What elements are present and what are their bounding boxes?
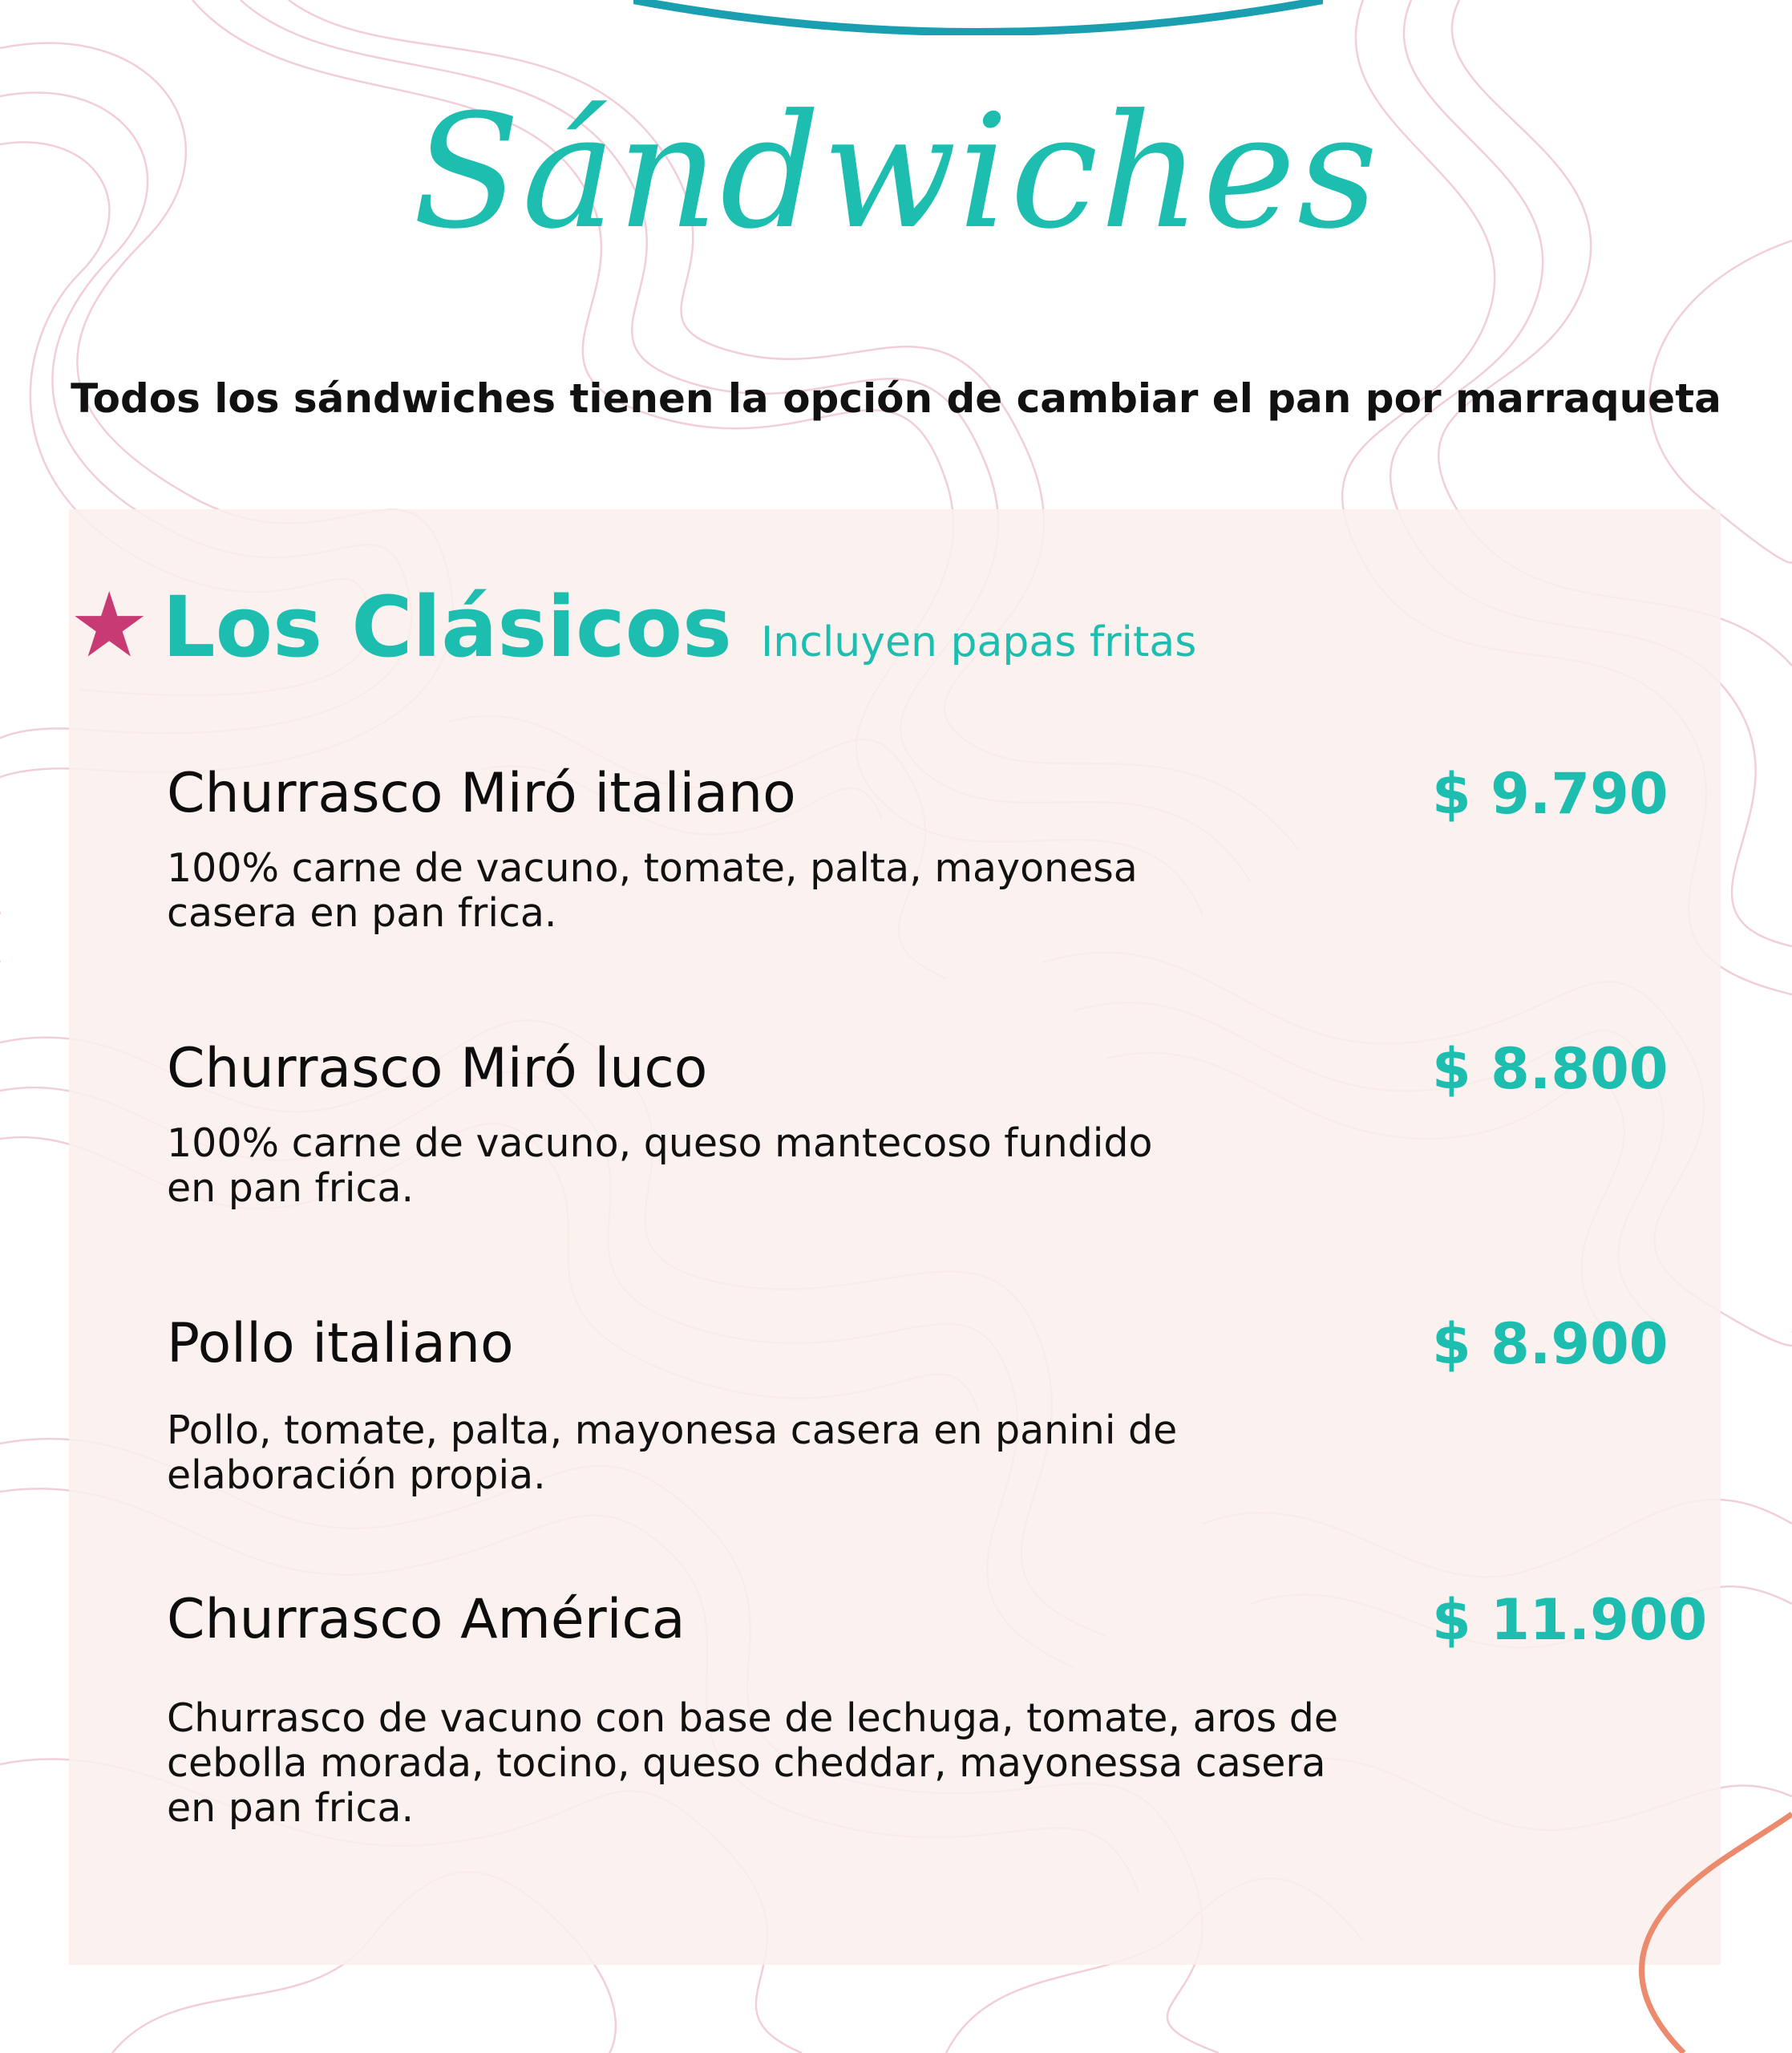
item-name: Churrasco América bbox=[167, 1588, 686, 1651]
item-description: Churrasco de vacuno con base de lechuga, tomate, aros de cebolla morada, tocino, queso cheddar, mayonessa casera en pan frica. bbox=[167, 1695, 1339, 1831]
star-icon: ★ bbox=[69, 573, 150, 678]
item-price: $ 8.900 bbox=[1432, 1311, 1669, 1377]
decorative-curve bbox=[1604, 1796, 1792, 2053]
item-description: Pollo, tomate, palta, mayonesa casera en panini de elaboración propia. bbox=[167, 1407, 1178, 1498]
item-price: $ 8.800 bbox=[1432, 1036, 1669, 1102]
item-description: 100% carne de vacuno, tomate, palta, mayonesa casera en pan frica. bbox=[167, 845, 1138, 936]
bread-option-note: Todos los sándwiches tienen la opción de cambiar el pan por marraqueta bbox=[71, 375, 1721, 422]
page-title: Sándwiches bbox=[412, 81, 1380, 264]
section-header bbox=[69, 573, 1196, 678]
item-name: Pollo italiano bbox=[167, 1312, 514, 1375]
item-name: Churrasco Miró luco bbox=[167, 1037, 708, 1100]
item-name: Churrasco Miró italiano bbox=[167, 762, 796, 825]
section-subtitle: Incluyen papas fritas bbox=[760, 618, 1197, 666]
item-price: $ 11.900 bbox=[1432, 1587, 1708, 1653]
item-description: 100% carne de vacuno, queso mantecoso fundido en pan frica. bbox=[167, 1120, 1153, 1211]
dish-rim-decoration bbox=[633, 0, 1323, 35]
section-title: Los Clásicos bbox=[162, 578, 732, 676]
item-price: $ 9.790 bbox=[1432, 761, 1669, 827]
